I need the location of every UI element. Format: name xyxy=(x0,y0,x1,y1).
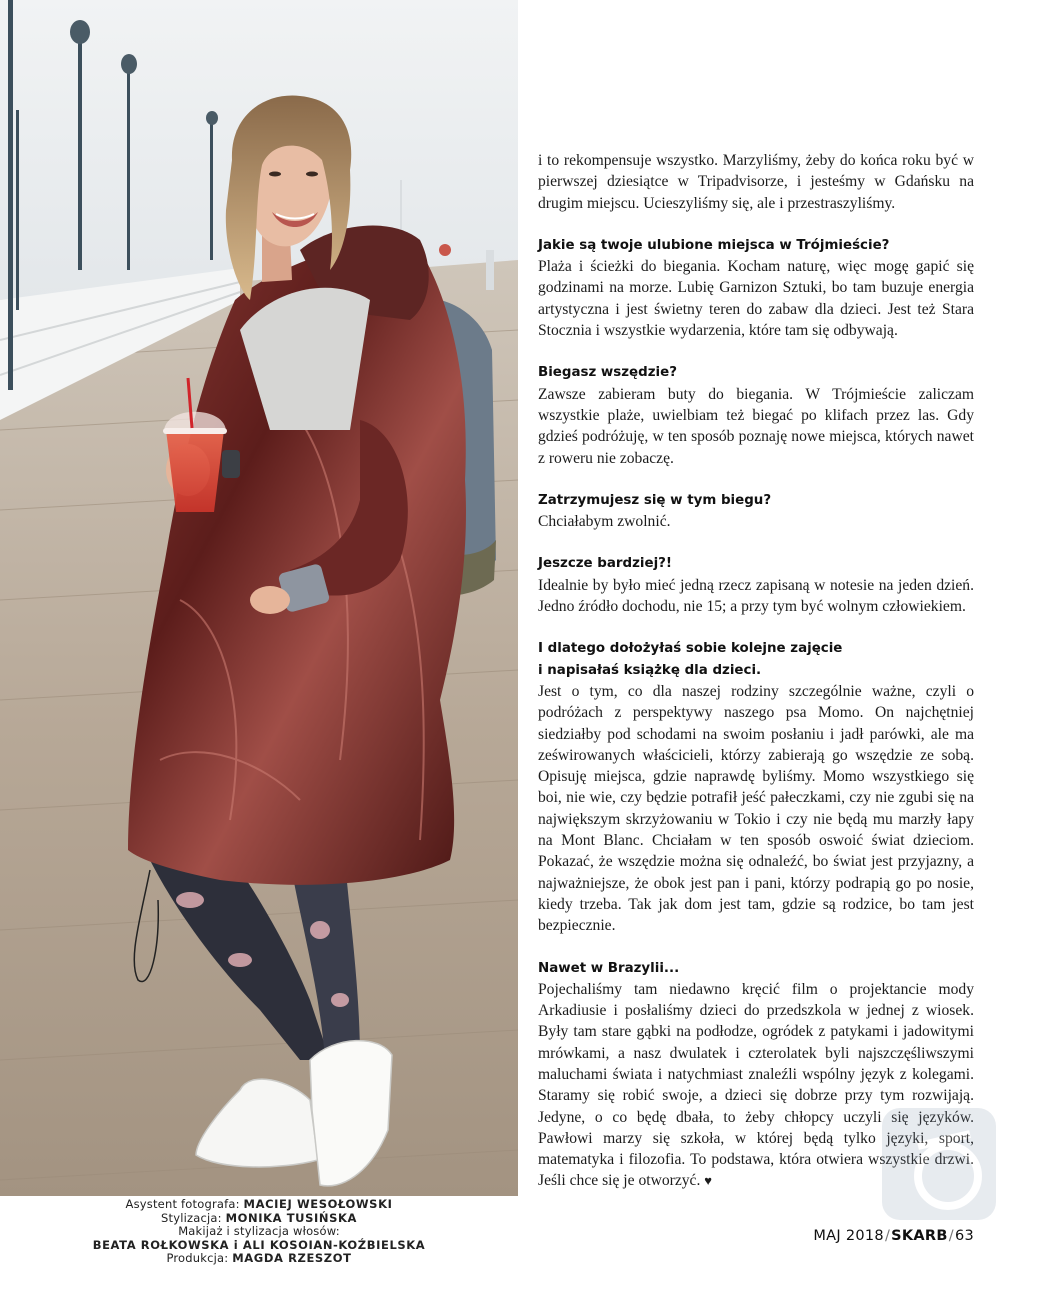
credit-role: Makijaż i stylizacja włosów: xyxy=(178,1224,340,1239)
photo-credits xyxy=(0,1198,518,1266)
interview-answer: Jest o tym, co dla naszej rodziny szczególnie ważne, czyli o podróżach z perspektywy naszego psa Momo. On najchętniej siedziałby pod schodami na swoim posłaniu i jadł parówki, ale ma ześwirowanych właścicieli, którzy zabierają go wszędzie ze sobą. Opisuję miejsca, gdzie naprawdę byliśmy. Momo wszystkiego się boi, nie wie, czy będzie potrafił jeść pałeczkami, czy nie zgubi się na największym skrzyżowaniu w Tokio i czy nie będą mu marzły łapy na Mont Blanc. Chciałam w ten sposób oswoić świat dzieciom. Pokazać, że wszędzie można się odnaleźć, bo świat jest przyjazny, a najważniejsze, że obok jest pan i pani, którzy podrapią go po nosie, kiedy trzeba. Tak jak dom jest tam, gdzie są rodzice, bo tam jest bezpiecznie. xyxy=(538,682,974,935)
credit-line xyxy=(0,1225,518,1239)
question-line: Nawet w Brazylii... xyxy=(538,960,680,976)
credit-name: MAGDA RZESZOT xyxy=(232,1251,352,1266)
final-answer-text: Pojechaliśmy tam niedawno kręcić film o projektancie mody Arkadiusie i posłaliśmy dzieci do przedszkola w jednej z wiosek. Były tam stare gąbki na podłodze, ogródek z patykami i jadowitymi mrówkami, a nasz dwulatek i czterolatek byli najszczęśliwszymi maluchami świata i natychmiast znaleźli wspólny język z kolegami. Staramy się robić swoje, a dzieci się dobrze przy tym rozwijają. Jedyne, o co będę dbała, to żeby chłopcy uczyli się języków. Pawłowi marzy się szkoła, w której będą tylko języki, sport, matematyka i filozofia. To podstawa, która otwiera wszystkie drzwi. Jeśli chce się je otworzyć. xyxy=(538,980,974,1190)
question-line: Jeszcze bardziej?! xyxy=(538,556,673,572)
interview-question xyxy=(538,490,974,511)
photo-illustration xyxy=(0,0,518,1196)
cover-photo xyxy=(0,0,518,1196)
credit-name: MONIKA TUSIŃSKA xyxy=(225,1210,357,1225)
question-line: Biegasz wszędzie? xyxy=(538,365,677,381)
credit-role: Produkcja: xyxy=(166,1251,229,1266)
footer-separator: / xyxy=(948,1228,954,1244)
interview-question xyxy=(538,235,974,256)
issue-date: MAJ 2018 xyxy=(813,1228,884,1244)
interview-answer: Plaża i ścieżki do biegania. Kocham naturę, więc mogę gapić się godzinami na morze. Lubię Garnizon Sztuki, bo tam buzuje energia artystyczna i jest świetny teren do zabaw dla dzieci. Jest też Stara Stocznia i wszystkie wydarzenia, które tam się odbywają. xyxy=(538,258,974,340)
watermark-logo xyxy=(878,1104,1000,1224)
credit-line xyxy=(0,1239,518,1253)
footer-separator: / xyxy=(884,1228,891,1244)
credit-role: Stylizacja: xyxy=(161,1210,222,1225)
interview-answer: Idealnie by było mieć jedną rzecz zapisaną w notesie na jeden dzień. Jedno źródło dochodu, nie 15; a przy tym być wolnym człowiekiem. xyxy=(538,576,974,616)
interview-answer: Zawsze zabieram buty do biegania. W Trójmieście zaliczam wszystkie plaże, uwielbiam też biegać po klifach przez las. Gdy gdzieś podróżuję, w ten sposób poznaję nowe miejsca, których nawet z roweru nie zobaczę. xyxy=(538,385,974,467)
credit-role: Asystent fotografa: xyxy=(125,1197,240,1211)
interview-question xyxy=(538,638,974,681)
intro-paragraph: i to rekompensuje wszystko. Marzyliśmy, żeby do końca roku być w pierwszej dziesiątce w Tripadvisorze, i jesteśmy w Gdańsku na drugim miejscu. Ucieszyliśmy się, ale i przestraszyliśmy. xyxy=(538,152,974,212)
article-body xyxy=(538,150,974,1192)
interview-question xyxy=(538,362,974,383)
credit-name: BEATA ROŁKOWSKA i ALI KOSOIAN-KOŹBIELSKA xyxy=(92,1237,426,1252)
credit-name: MACIEJ WESOŁOWSKI xyxy=(243,1197,393,1211)
interview-question xyxy=(538,958,974,979)
question-line: I dlatego dołożyłaś sobie kolejne zajęcie xyxy=(538,641,843,657)
interview-answer: Chciałabym zwolnić. xyxy=(538,513,671,531)
question-line: i napisałaś książkę dla dzieci. xyxy=(538,662,762,678)
question-line: Zatrzymujesz się w tym biegu? xyxy=(538,492,772,508)
credit-line xyxy=(0,1198,518,1212)
interview-question xyxy=(538,553,974,574)
question-line: Jakie są twoje ulubione miejsca w Trójmieście? xyxy=(538,237,890,253)
heart-icon: ♥ xyxy=(704,1173,712,1189)
credit-line xyxy=(0,1252,518,1266)
magazine-name: SKARB xyxy=(891,1228,948,1244)
page-footer xyxy=(813,1228,974,1244)
page-number: 63 xyxy=(954,1228,974,1244)
credit-line xyxy=(0,1212,518,1226)
